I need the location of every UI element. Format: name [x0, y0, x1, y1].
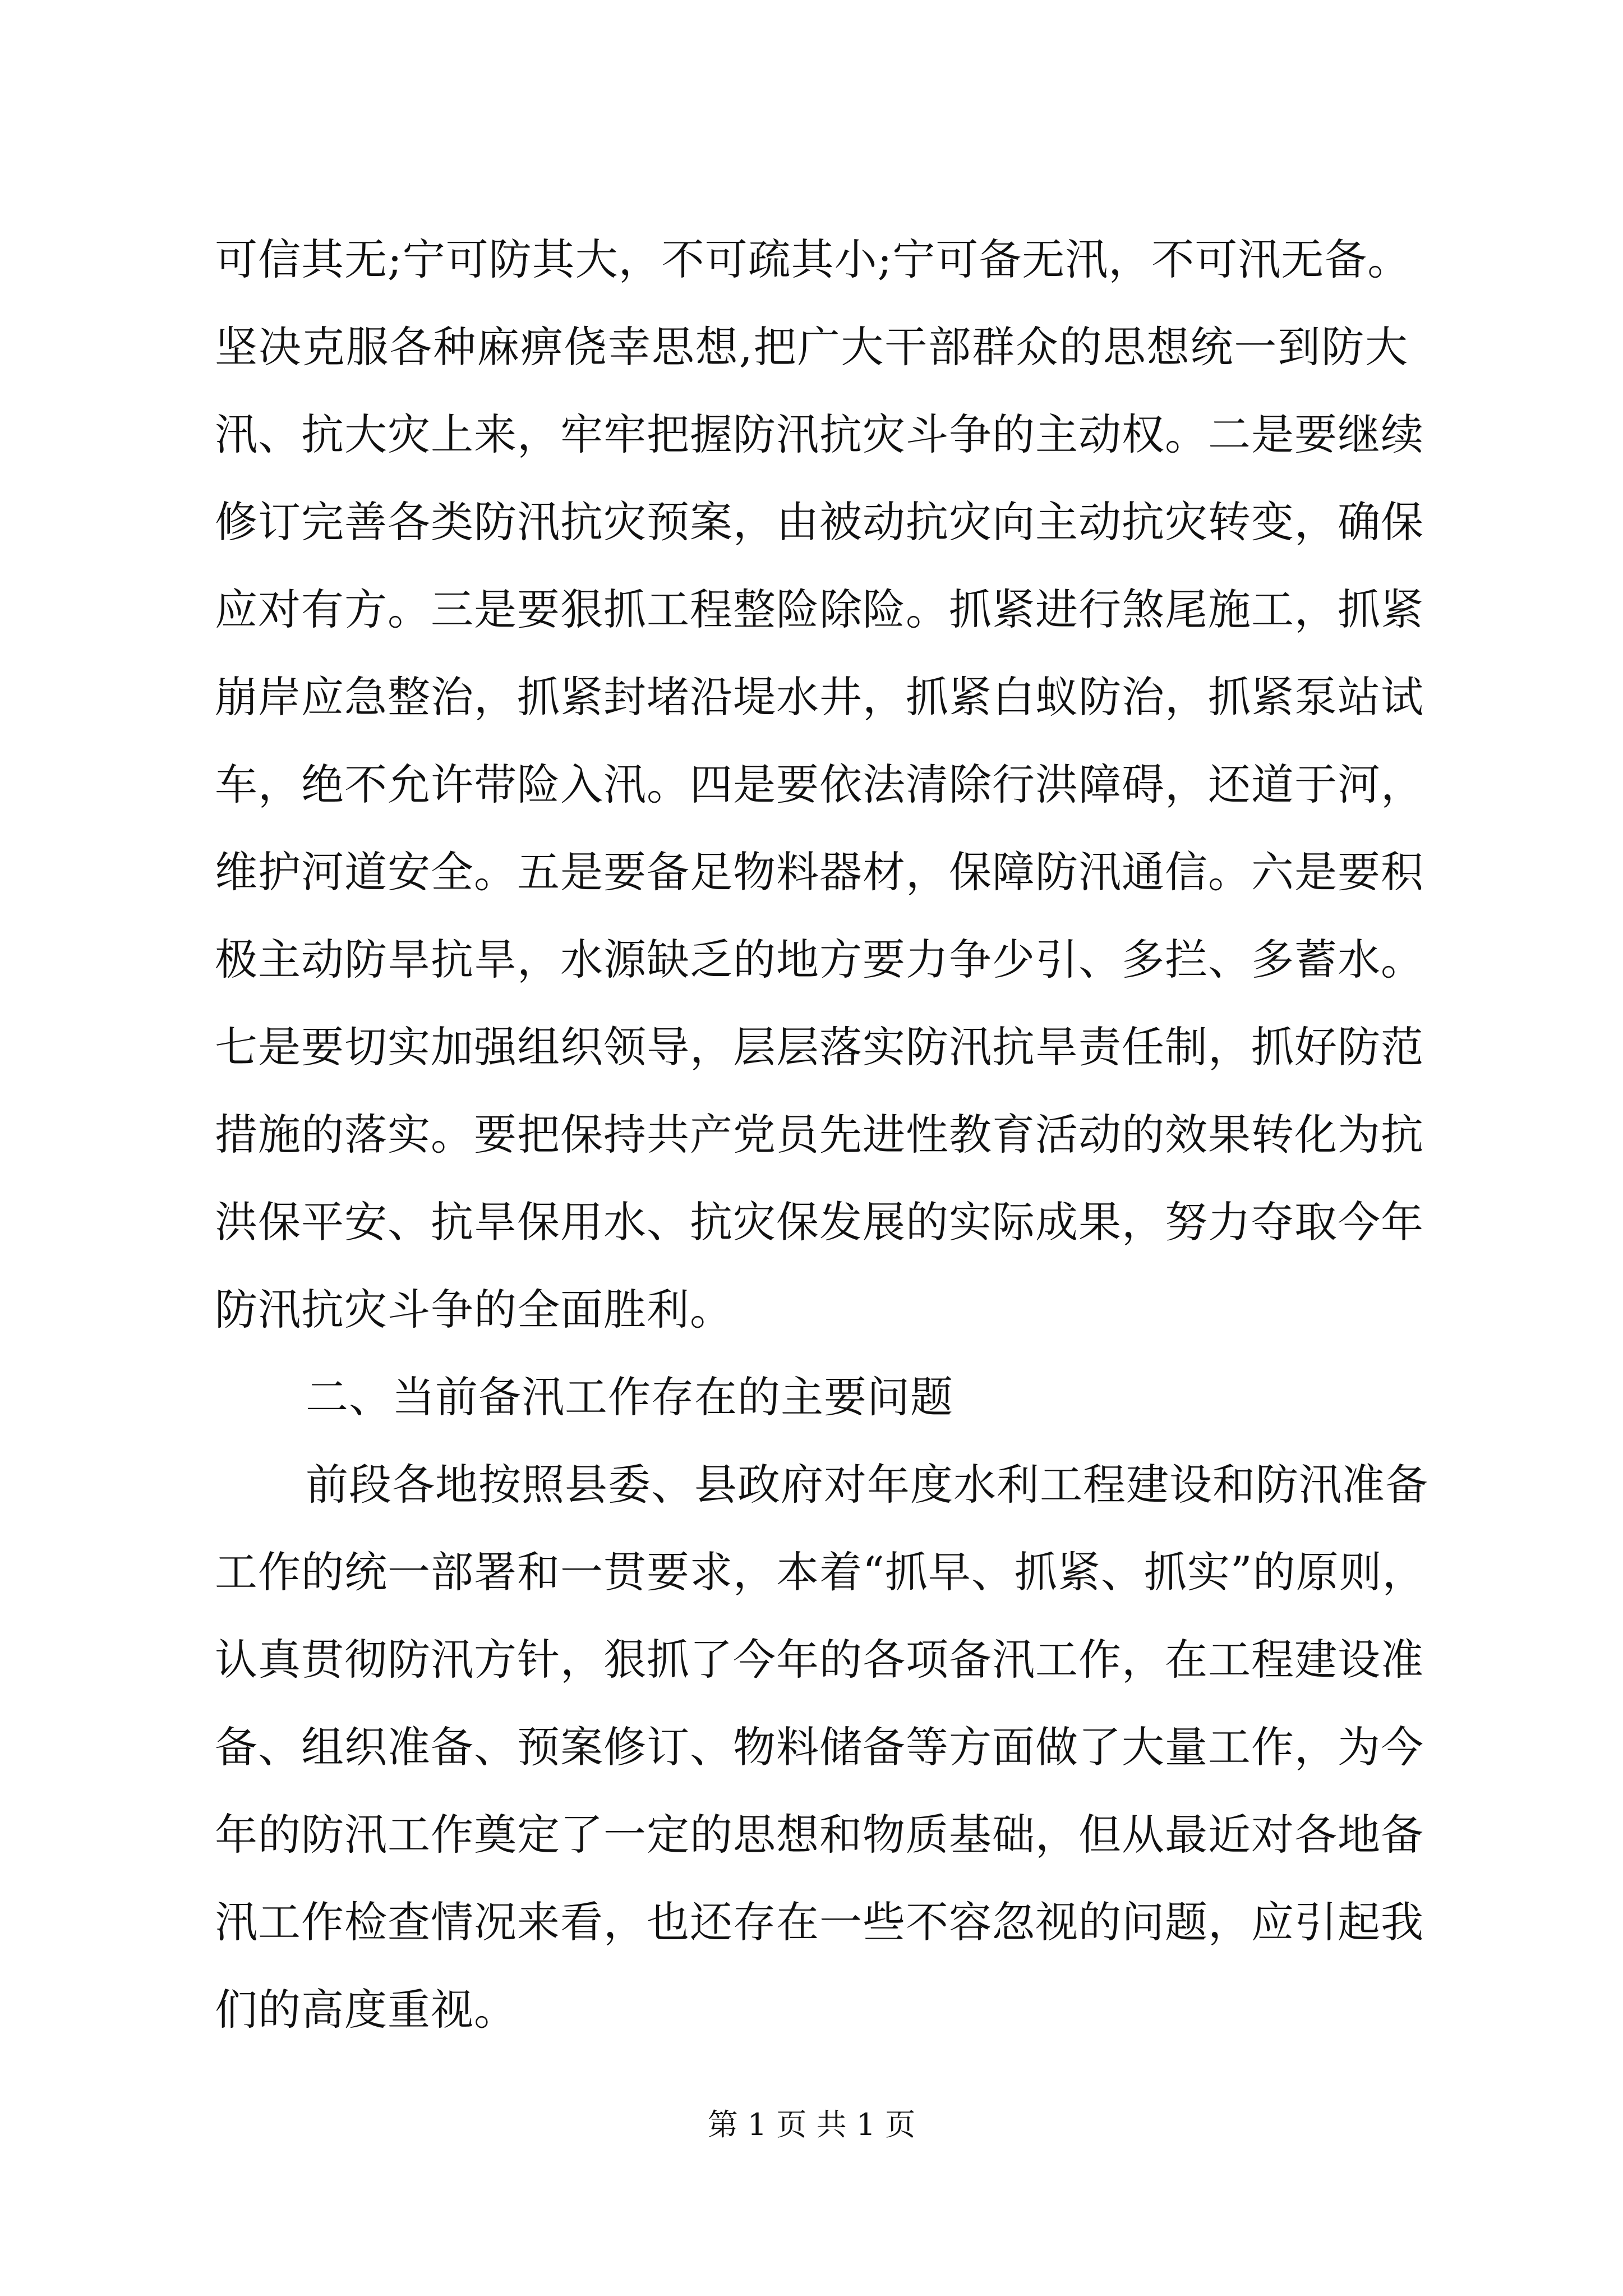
text-line: 认真贯彻防汛方针，狠抓了今年的各项备汛工作，在工程建设准	[215, 1635, 1424, 1685]
text-line: 极主动防旱抗旱，水源缺乏的地方要力争少引、多拦、多蓄水。	[215, 935, 1424, 984]
text-line: 修订完善各类防汛抗灾预案，由被动抗灾向主动抗灾转变，确保	[215, 497, 1424, 547]
text-line: 年的防汛工作奠定了一定的思想和物质基础，但从最近对各地备	[215, 1810, 1424, 1860]
text-line: 们的高度重视。	[215, 1985, 517, 2035]
text-line: 崩岸应急整治，抓紧封堵沿堤水井，抓紧白蚁防治，抓紧泵站试	[215, 672, 1424, 722]
text-line: 洪保平安、抗旱保用水、抗灾保发展的实际成果，努力夺取今年	[215, 1197, 1424, 1247]
document-body	[215, 216, 1428, 2054]
text-line: 防汛抗灾斗争的全面胜利。	[215, 1285, 733, 1335]
text-line: 工作的统一部署和一贯要求，本着“抓早、抓紧、抓实”的原则，	[215, 1547, 1426, 1597]
section-heading: 二、当前备汛工作存在的主要问题	[306, 1372, 953, 1422]
text-line: 汛、抗大灾上来，牢牢把握防汛抗灾斗争的主动权。二是要继续	[215, 409, 1424, 459]
text-line: 车，绝不允许带险入汛。四是要依法清除行洪障碍，还道于河，	[215, 760, 1424, 809]
text-line: 前段各地按照县委、县政府对年度水利工程建设和防汛准备	[306, 1460, 1428, 1510]
text-line: 七是要切实加强组织领导，层层落实防汛抗旱责任制，抓好防范	[215, 1022, 1424, 1072]
text-line: 措施的落实。要把保持共产党员先进性教育活动的效果转化为抗	[215, 1110, 1424, 1159]
text-line: 坚决克服各种麻痹侥幸思想,把广大干部群众的思想统一到防大	[215, 322, 1408, 372]
text-line: 维护河道安全。五是要备足物料器材，保障防汛通信。六是要积	[215, 847, 1424, 897]
text-line: 应对有方。三是要狠抓工程整险除险。抓紧进行煞尾施工，抓紧	[215, 585, 1424, 634]
page-footer: 第 1 页 共 1 页	[707, 2107, 916, 2142]
text-line: 可信其无;宁可防其大，不可疏其小;宁可备无汛，不可汛无备。	[215, 234, 1411, 284]
text-line: 汛工作检查情况来看，也还存在一些不容忽视的问题，应引起我	[215, 1897, 1424, 1947]
text-line: 备、组织准备、预案修订、物料储备等方面做了大量工作，为今	[215, 1722, 1424, 1772]
